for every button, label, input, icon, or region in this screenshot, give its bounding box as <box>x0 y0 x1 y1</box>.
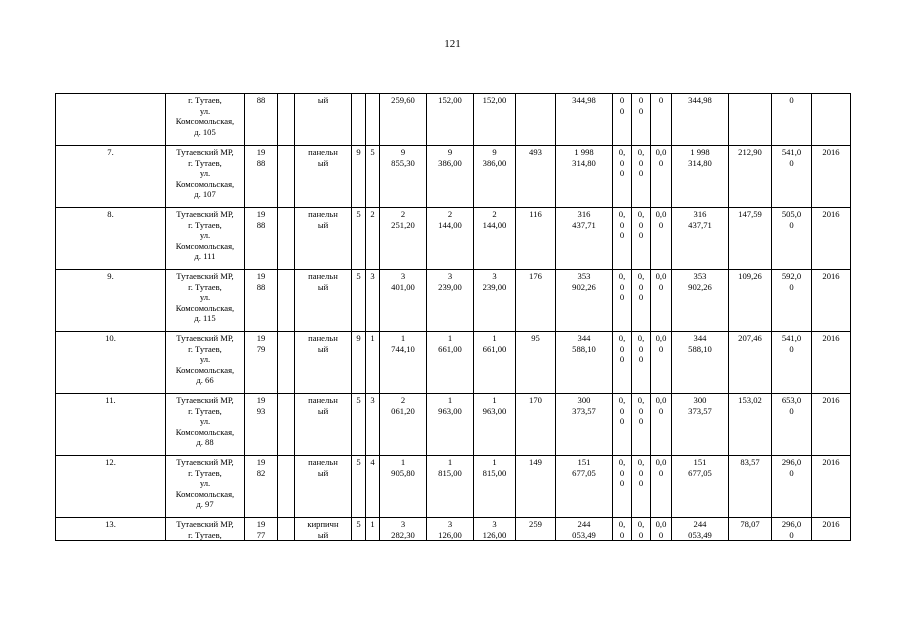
table-cell: панельн ый <box>295 146 352 208</box>
address-cell: г. Тутаев, ул. Комсомольская, д. 105 <box>166 94 245 146</box>
table-cell: 1 815,00 <box>474 456 516 518</box>
table-row <box>56 270 851 332</box>
address-cell: Тутаевский МР, г. Тутаев, ул. Комсомольская, д. 107 <box>166 146 245 208</box>
table-cell: 0, 0 0 <box>613 146 632 208</box>
table-cell: 300 373,57 <box>672 394 729 456</box>
table-cell: 1 905,80 <box>380 456 427 518</box>
table-cell: 2016 <box>812 394 851 456</box>
table-cell: 19 77 <box>245 518 278 541</box>
housing-registry-table <box>55 93 851 541</box>
table-cell: 3 239,00 <box>474 270 516 332</box>
table-cell: 505,0 0 <box>772 208 812 270</box>
table-cell: 19 79 <box>245 332 278 394</box>
table-cell: 0, 0 0 <box>632 394 651 456</box>
row-number-cell: 11. <box>56 394 166 456</box>
table-cell: 2 144,00 <box>427 208 474 270</box>
table-cell <box>278 456 295 518</box>
table-cell: 5 <box>352 518 366 541</box>
table-cell <box>278 332 295 394</box>
address-cell: Тутаевский МР, г. Тутаев, ул. Комсомольская, д. 97 <box>166 456 245 518</box>
table-cell: 0, 0 <box>613 518 632 541</box>
table-row <box>56 332 851 394</box>
table-cell: 296,0 0 <box>772 518 812 541</box>
table-cell <box>278 394 295 456</box>
table-row <box>56 518 851 541</box>
table-cell: 0,0 0 <box>651 146 672 208</box>
table-cell: 3 <box>366 394 380 456</box>
address-cell: Тутаевский МР, г. Тутаев, ул. Комсомольская, д. 111 <box>166 208 245 270</box>
table-cell: 207,46 <box>729 332 772 394</box>
table-cell <box>516 94 556 146</box>
table-cell <box>278 94 295 146</box>
table-row <box>56 456 851 518</box>
table-row <box>56 208 851 270</box>
table-cell: 5 <box>352 208 366 270</box>
row-number-cell: 9. <box>56 270 166 332</box>
address-cell: Тутаевский МР, г. Тутаев, ул. Комсомольская, д. 88 <box>166 394 245 456</box>
table-cell: 153,02 <box>729 394 772 456</box>
table-cell: 344 588,10 <box>672 332 729 394</box>
table-cell: 5 <box>352 270 366 332</box>
row-number-cell: 8. <box>56 208 166 270</box>
row-number-cell: 10. <box>56 332 166 394</box>
table-cell: 541,0 0 <box>772 332 812 394</box>
table-cell <box>729 94 772 146</box>
address-cell: Тутаевский МР, г. Тутаев, ул. Комсомольская, д. 115 <box>166 270 245 332</box>
table-cell: 1 <box>366 518 380 541</box>
table-cell: 2016 <box>812 146 851 208</box>
table-cell: 2016 <box>812 518 851 541</box>
table-cell: 19 88 <box>245 270 278 332</box>
table-cell: 1 998 314,80 <box>556 146 613 208</box>
address-cell: Тутаевский МР, г. Тутаев, ул. Комсомольская, д. 66 <box>166 332 245 394</box>
table-cell: 353 902,26 <box>672 270 729 332</box>
table-cell: 212,90 <box>729 146 772 208</box>
table-cell: 653,0 0 <box>772 394 812 456</box>
table-cell: 5 <box>352 394 366 456</box>
table-cell: 5 <box>352 456 366 518</box>
table-cell: 116 <box>516 208 556 270</box>
table-cell: 0 <box>772 94 812 146</box>
table-cell: 4 <box>366 456 380 518</box>
address-cell: Тутаевский МР, г. Тутаев, <box>166 518 245 541</box>
table-cell: 151 677,05 <box>672 456 729 518</box>
table-cell: 1 661,00 <box>474 332 516 394</box>
table-cell: 170 <box>516 394 556 456</box>
table-cell: 9 <box>352 146 366 208</box>
table-cell: 9 386,00 <box>474 146 516 208</box>
table-cell: 0,0 0 <box>651 456 672 518</box>
table-cell: 0, 0 0 <box>632 270 651 332</box>
table-cell: 9 <box>352 332 366 394</box>
table-cell: 0 0 <box>613 94 632 146</box>
table-cell: 493 <box>516 146 556 208</box>
table-row <box>56 394 851 456</box>
table-cell: 78,07 <box>729 518 772 541</box>
table-cell: 88 <box>245 94 278 146</box>
table-cell: 109,26 <box>729 270 772 332</box>
table-cell: 2016 <box>812 208 851 270</box>
table-cell: 0, 0 <box>632 518 651 541</box>
table-cell: 259,60 <box>380 94 427 146</box>
table-cell: 0,0 0 <box>651 332 672 394</box>
table-cell: 244 053,49 <box>672 518 729 541</box>
table-cell: 344 588,10 <box>556 332 613 394</box>
table-cell: 344,98 <box>556 94 613 146</box>
table-cell: 1 744,10 <box>380 332 427 394</box>
table-cell: 0 0 <box>632 94 651 146</box>
table-cell: 2 144,00 <box>474 208 516 270</box>
table-cell: 9 386,00 <box>427 146 474 208</box>
table-cell: 3 282,30 <box>380 518 427 541</box>
table-cell: 0, 0 0 <box>613 208 632 270</box>
row-number-cell: 7. <box>56 146 166 208</box>
table-cell <box>278 518 295 541</box>
table-cell: 3 <box>366 270 380 332</box>
table-cell: 3 401,00 <box>380 270 427 332</box>
table-cell: 176 <box>516 270 556 332</box>
table-cell <box>278 270 295 332</box>
table-cell: панельн ый <box>295 394 352 456</box>
row-number-cell <box>56 94 166 146</box>
table-cell: 0, 0 0 <box>632 208 651 270</box>
table-cell: 2016 <box>812 270 851 332</box>
table-cell: 344,98 <box>672 94 729 146</box>
table-cell: 2 061,20 <box>380 394 427 456</box>
table-cell: 147,59 <box>729 208 772 270</box>
table-cell: 2 251,20 <box>380 208 427 270</box>
table-cell: 244 053,49 <box>556 518 613 541</box>
table-cell <box>812 94 851 146</box>
table-cell: 19 88 <box>245 208 278 270</box>
table-cell: 5 <box>366 146 380 208</box>
table-cell: ый <box>295 94 352 146</box>
table-cell: 0, 0 0 <box>613 456 632 518</box>
table-cell: 316 437,71 <box>672 208 729 270</box>
table-cell: 0, 0 0 <box>632 456 651 518</box>
table-cell: 3 126,00 <box>427 518 474 541</box>
table-cell: 1 963,00 <box>474 394 516 456</box>
table-cell: 1 815,00 <box>427 456 474 518</box>
table-row <box>56 146 851 208</box>
table-cell: 0, 0 0 <box>613 270 632 332</box>
table-cell: 300 373,57 <box>556 394 613 456</box>
table-cell: панельн ый <box>295 270 352 332</box>
row-number-cell: 13. <box>56 518 166 541</box>
table-cell <box>352 94 366 146</box>
table-cell: 149 <box>516 456 556 518</box>
table-cell <box>278 146 295 208</box>
table-cell <box>278 208 295 270</box>
table-cell: 19 82 <box>245 456 278 518</box>
table-cell: 0, 0 0 <box>632 332 651 394</box>
table-row <box>56 94 851 146</box>
table-cell: 152,00 <box>474 94 516 146</box>
table-cell: панельн ый <box>295 456 352 518</box>
table-cell: панельн ый <box>295 208 352 270</box>
page-number: 121 <box>444 38 461 50</box>
table-cell: 592,0 0 <box>772 270 812 332</box>
table-cell: 541,0 0 <box>772 146 812 208</box>
table-cell: 19 88 <box>245 146 278 208</box>
table-cell: 151 677,05 <box>556 456 613 518</box>
table-cell: 296,0 0 <box>772 456 812 518</box>
table-cell: 1 963,00 <box>427 394 474 456</box>
row-number-cell: 12. <box>56 456 166 518</box>
table-cell: 2 <box>366 208 380 270</box>
table-cell: 353 902,26 <box>556 270 613 332</box>
table-cell: 1 661,00 <box>427 332 474 394</box>
table-cell: 0, 0 0 <box>613 332 632 394</box>
table-cell: кирпичн ый <box>295 518 352 541</box>
table-cell: 2016 <box>812 332 851 394</box>
table-cell: 152,00 <box>427 94 474 146</box>
table-cell: 3 239,00 <box>427 270 474 332</box>
table-cell: 0,0 0 <box>651 518 672 541</box>
table-cell: 83,57 <box>729 456 772 518</box>
table-cell: 95 <box>516 332 556 394</box>
table-cell: 0,0 0 <box>651 208 672 270</box>
table-cell: панельн ый <box>295 332 352 394</box>
table-cell: 259 <box>516 518 556 541</box>
table-cell <box>366 94 380 146</box>
table-cell: 0, 0 0 <box>613 394 632 456</box>
table-body <box>56 94 851 541</box>
table-cell: 2016 <box>812 456 851 518</box>
table-cell: 0,0 0 <box>651 270 672 332</box>
table-cell: 1 998 314,80 <box>672 146 729 208</box>
table-cell: 0 <box>651 94 672 146</box>
table-cell: 0, 0 0 <box>632 146 651 208</box>
table-cell: 9 855,30 <box>380 146 427 208</box>
table-cell: 3 126,00 <box>474 518 516 541</box>
table-cell: 316 437,71 <box>556 208 613 270</box>
table-cell: 19 93 <box>245 394 278 456</box>
table-cell: 0,0 0 <box>651 394 672 456</box>
table-cell: 1 <box>366 332 380 394</box>
